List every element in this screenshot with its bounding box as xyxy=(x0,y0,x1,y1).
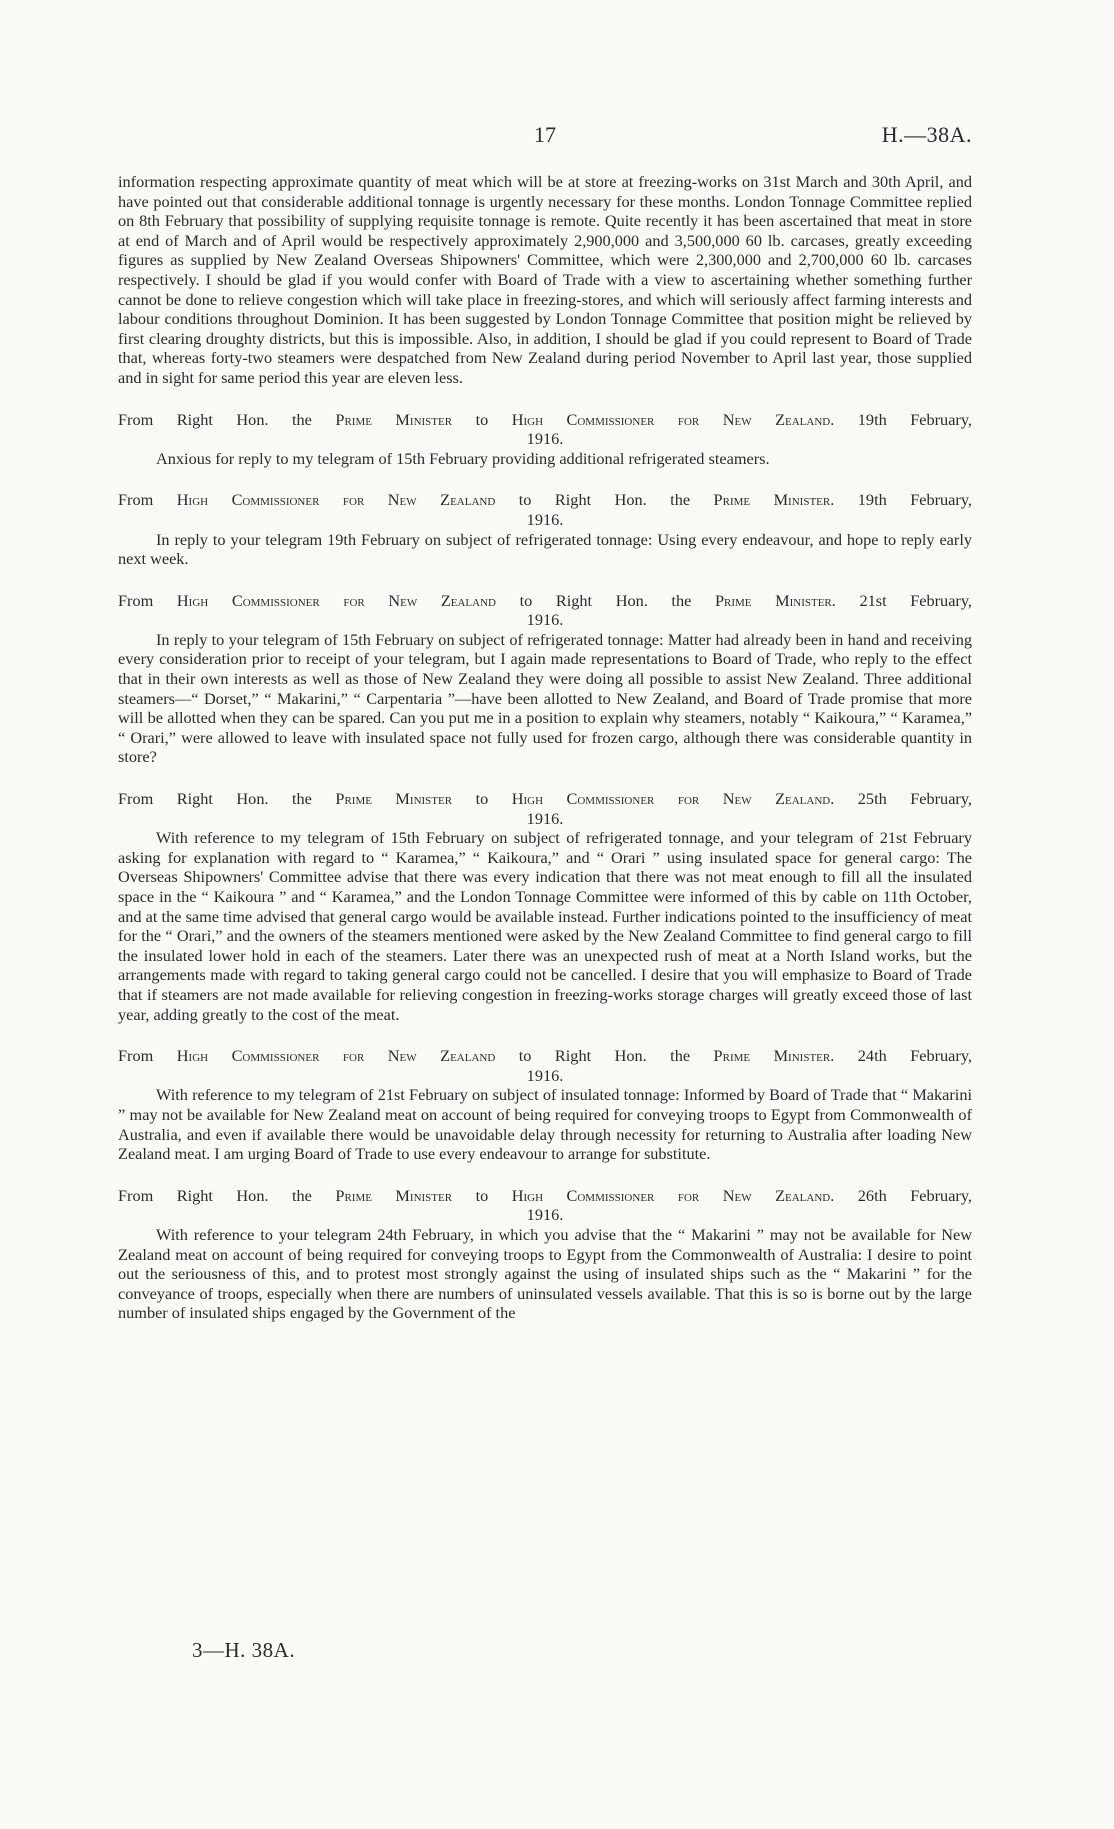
page-signature: 3—H. 38A. xyxy=(192,1638,296,1662)
telegram-body: With reference to my telegram of 15th February on subject of refrigerated tonnage, and your telegram of 21st February asking for explanation with regard to “ Karamea,” “ Kaikoura,” and “ Orari ” using insulated space for general cargo: The Overseas Shipowners' Committee advise that there was every indication that there was not meat enough to fill all the insulated space in the “ Kaikoura ” and “ Karamea,” and the London Tonnage Committee were informed of this by cable on 11th October, and at the same time advised that general cargo would be available instead. Further indications pointed to the insufficiency of meat for the “ Orari,” and the owners of the steamers mentioned were asked by the New Zealand Committee to find general cargo to fill the insulated lower hold in each of the steamers. Later there was an unexpected rush of meat at a North Island works, but the arrangements made with regard to taking general cargo could not be cancelled. I desire that you will emphasize to Board of Trade that if steamers are not made available for relieving congestion in freezing-works storage charges will greatly exceed those of last year, adding greatly to the cost of the meat. xyxy=(118,828,972,1024)
telegram-heading: From Right Hon. the Prime Minister to High Commissioner for New Zealand. 19th February, xyxy=(118,409,972,429)
telegram-heading: From High Commissioner for New Zealand to Right Hon. the Prime Minister. 21st February, xyxy=(118,590,972,610)
telegram-body: Anxious for reply to my telegram of 15th February providing additional refrigerated steamers. xyxy=(156,448,770,468)
telegram-1 xyxy=(118,410,972,469)
telegram-body: In reply to your telegram of 15th February on subject of refrigerated tonnage: Matter had already been in hand and receiving every consideration prior to receipt of your telegram, but I again made representations to Board of Trade, who reply to the effect that in their own interests as well as those of New Zealand they were doing all possible to assist New Zealand. Three additional steamers—“ Dorset,” “ Makarini,” “ Carpentaria ”—have been allotted to New Zealand, and Board of Trade promise that more will be allotted when they can be spared. Can you put me in a position to explain why steamers, notably “ Kaikoura,” “ Karamea,” “ Orari,” were allowed to leave with insulated space not fully used for frozen cargo, although there was considerable quantity in store? xyxy=(118,629,972,767)
telegram-year: 1916. xyxy=(526,1065,564,1085)
telegram-heading: From Right Hon. the Prime Minister to High Commissioner for New Zealand. 25th February, xyxy=(118,789,972,809)
telegram-3 xyxy=(118,591,972,767)
telegram-heading: From Right Hon. the Prime Minister to High Commissioner for New Zealand. 26th February, xyxy=(118,1185,972,1205)
telegram-body: With reference to your telegram 24th February, in which you advise that the “ Makarini ” may not be available for New Zealand meat on account of being required for conveying troops to Egypt from the Commonwealth of Australia: I desire to point out the seriousness of this, and to protest most strongly against the using of insulated ships such as the “ Makarini ” for the conveyance of troops, especially when there are numbers of uninsulated vessels available. That this is so is borne out by the large number of insulated ships engaged by the Government of the xyxy=(118,1224,972,1323)
telegram-body: In reply to your telegram 19th February on subject of refrigerated tonnage: Using every endeavour, and hope to reply early next week. xyxy=(118,529,972,569)
telegram-heading: From High Commissioner for New Zealand to Right Hon. the Prime Minister. 19th February, xyxy=(118,490,972,510)
telegram-heading: From High Commissioner for New Zealand to Right Hon. the Prime Minister. 24th February, xyxy=(118,1046,972,1066)
telegram-4 xyxy=(118,789,972,1024)
telegram-body: With reference to my telegram of 21st February on subject of insulated tonnage: Informed by Board of Trade that “ Makarini ” may not be available for New Zealand meat on account of being required for conveying troops to Egypt from Commonwealth of Australia, and even if available there would be unavoidable delay through necessity for returning to Australia after loading New Zealand meat. I am urging Board of Trade to use every endeavour to arrange for substitute. xyxy=(118,1085,972,1164)
telegram-year: 1916. xyxy=(526,610,564,630)
page-header xyxy=(118,118,972,148)
telegram-2 xyxy=(118,490,972,568)
document-reference: H.—38A. xyxy=(881,122,972,147)
telegram-year: 1916. xyxy=(526,509,564,529)
telegram-year: 1916. xyxy=(526,1205,564,1225)
intro-paragraph: information respecting approximate quantity of meat which will be at store at freezing-works on 31st March and 30th April, and have pointed out that considerable additional tonnage is urgently necessary for these months. London Tonnage Committee replied on 8th February that possibility of supplying requisite tonnage is remote. Quite recently it has been ascertained that meat in store at end of March and of April would be respectively approximately 2,900,000 and 3,500,000 60 lb. carcases, greatly exceeding figures as supplied by New Zealand Overseas Shipowners' Committee, which were 2,300,000 and 2,700,000 60 lb. carcases respectively. I should be glad if you would confer with Board of Trade with a view to ascertaining whether something further cannot be done to relieve congestion which will take place in freezing-stores, and which will seriously affect farming interests and labour conditions throughout Dominion. It has been suggested by London Tonnage Committee that position might be relieved by first clearing droughty districts, but this is impossible. Also, in addition, I should be glad if you could represent to Board of Trade that, whereas forty-two steamers were despatched from New Zealand during period November to April last year, those supplied and in sight for same period this year are eleven less. xyxy=(118,172,972,387)
telegram-6 xyxy=(118,1186,972,1323)
telegram-5 xyxy=(118,1046,972,1164)
telegram-year: 1916. xyxy=(526,429,564,449)
page-number: 17 xyxy=(534,122,556,147)
telegram-year: 1916. xyxy=(526,808,564,828)
document-body xyxy=(118,172,972,1323)
